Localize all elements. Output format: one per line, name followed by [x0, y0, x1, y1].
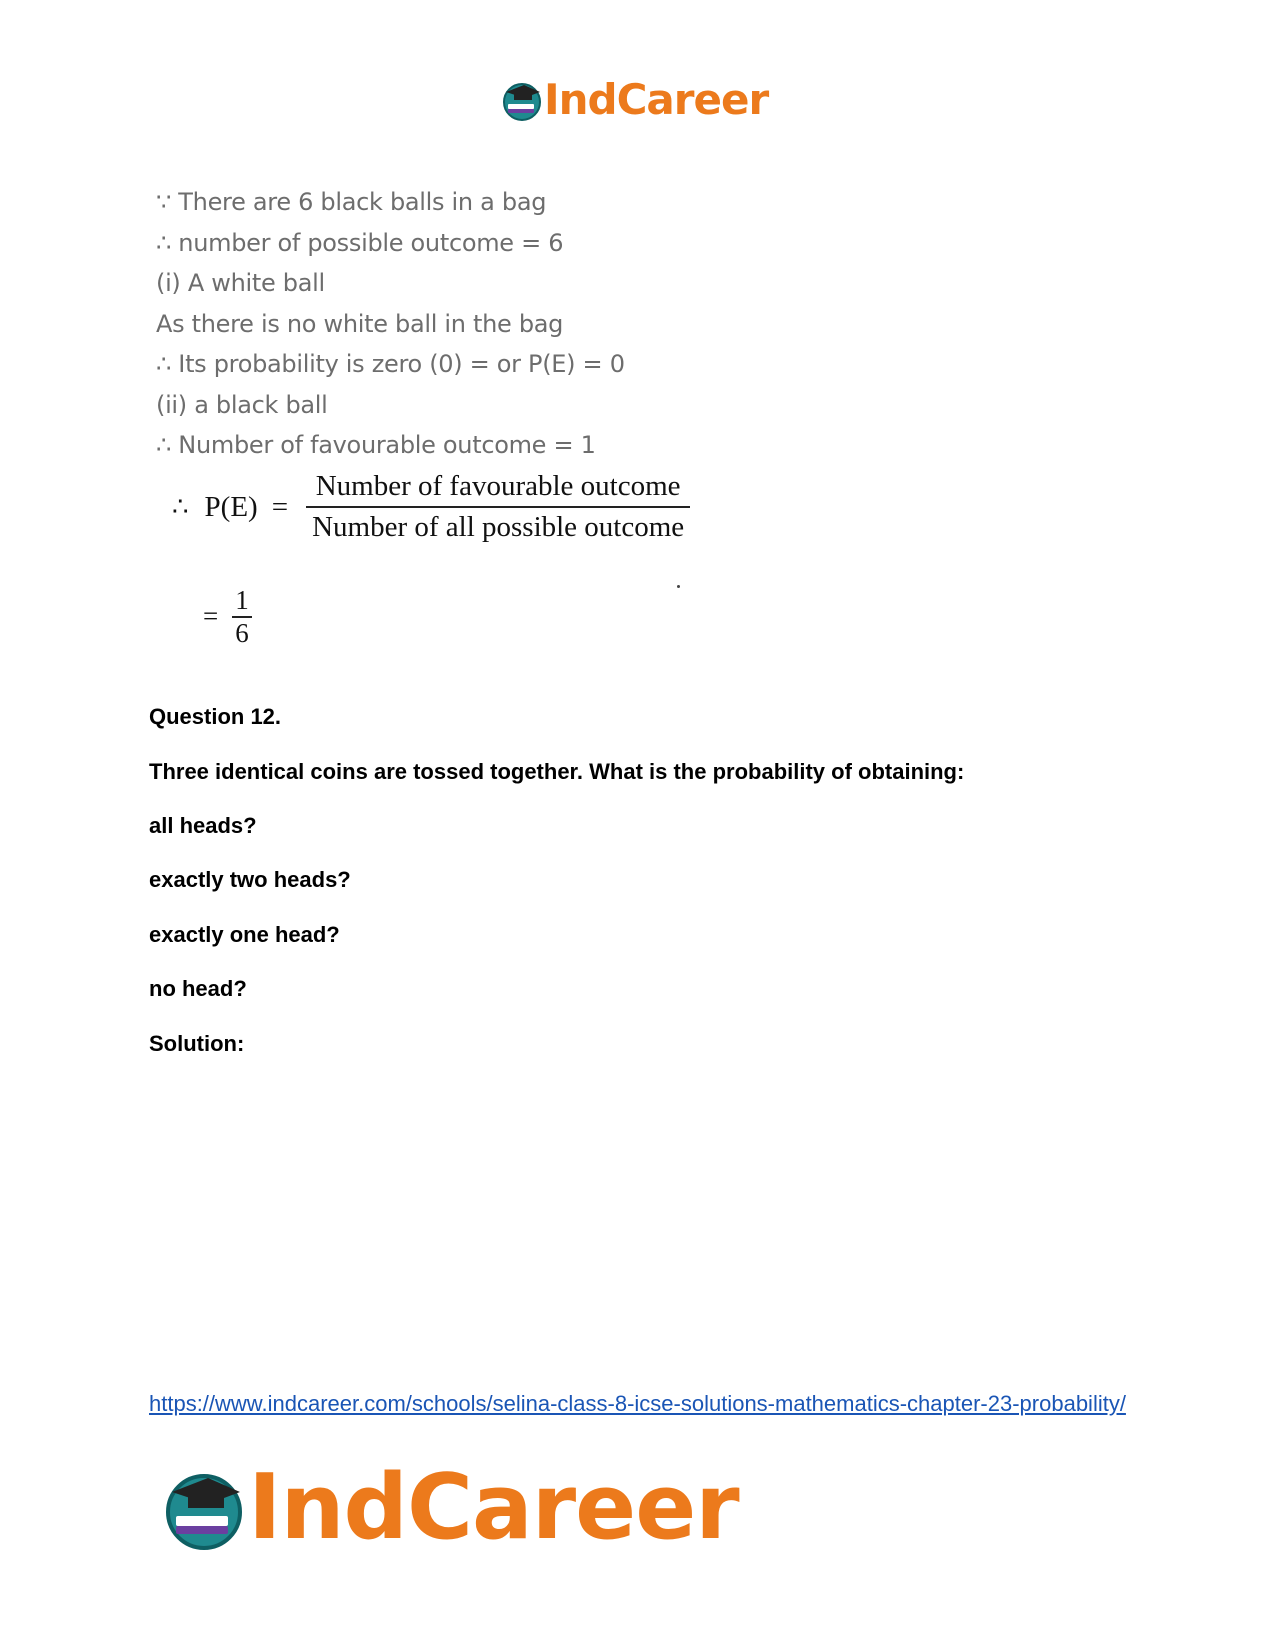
graduation-cap-icon: [160, 1464, 248, 1552]
fraction-numerator: Number of favourable outcome: [315, 470, 681, 502]
fraction-denominator: Number of all possible outcome: [312, 511, 685, 543]
solution-line: (ii) a black ball: [156, 390, 328, 419]
question-part: all heads?: [149, 813, 257, 838]
result-fraction: [232, 585, 252, 649]
result-equals: =: [203, 601, 219, 632]
solution-line: ∴ Number of favourable outcome = 1: [156, 431, 596, 459]
question-part: exactly one head?: [149, 922, 340, 947]
solution-line: ∴ number of possible outcome = 6: [156, 228, 564, 257]
question-part: exactly two heads?: [149, 867, 351, 892]
source-link[interactable]: https://www.indcareer.com/schools/selina-class-8-icse-solutions-mathematics-chapter-23-probability/: [149, 1391, 1126, 1416]
solution-label: Solution:: [149, 1031, 245, 1056]
result-numerator: 1: [235, 585, 249, 615]
solution-line: ∵ There are 6 black balls in a bag: [156, 188, 547, 216]
question-part: no head?: [149, 976, 247, 1001]
graduation-cap-icon: [500, 78, 544, 122]
header-logo: [500, 75, 769, 124]
brand-name: IndCareer: [248, 1455, 739, 1560]
brand-name: IndCareer: [544, 75, 769, 124]
probability-formula: [172, 470, 690, 544]
formula-fraction: [306, 470, 690, 544]
footer-logo: [160, 1455, 739, 1560]
solution-lines: [156, 182, 625, 466]
solution-line: (i) A white ball: [156, 269, 325, 297]
solution-line: ∴ Its probability is zero (0) = or P(E) = 0: [156, 350, 625, 378]
question-title: Question 12.: [149, 704, 282, 729]
question-text: Three identical coins are tossed together. What is the probability of obtaining:: [149, 759, 965, 784]
therefore-symbol: ∴: [172, 492, 189, 521]
solution-line: As there is no white ball in the bag: [156, 309, 564, 338]
result-denominator: 6: [235, 617, 249, 648]
formula-equals: =: [271, 490, 289, 523]
result-formula: [203, 585, 252, 649]
formula-lhs: P(E): [204, 490, 258, 523]
stray-dot: [677, 585, 680, 588]
